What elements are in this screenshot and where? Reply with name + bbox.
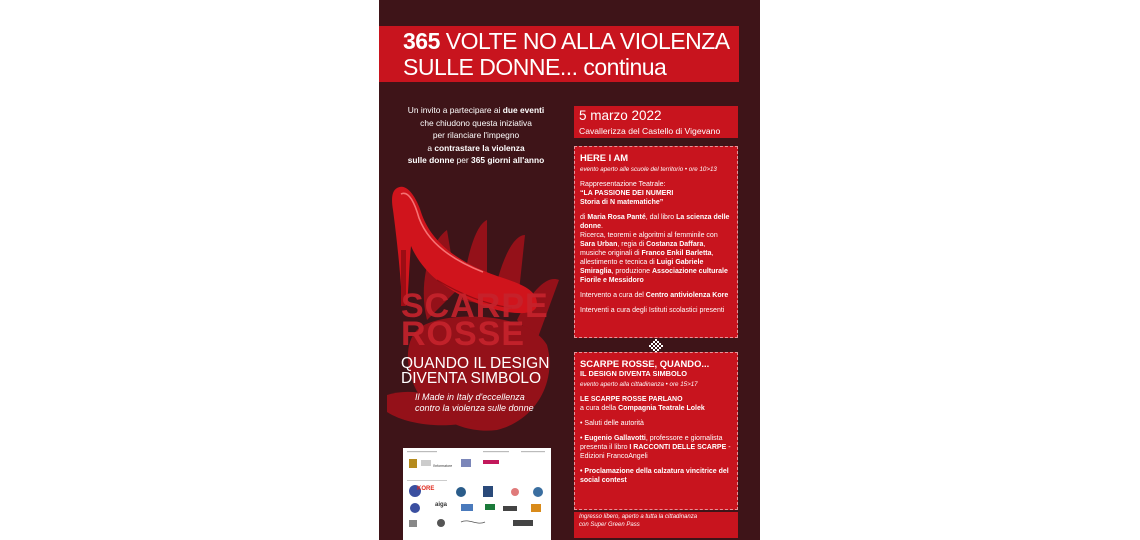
event-date-box: [574, 106, 738, 138]
event1-title: HERE I AM: [580, 152, 629, 163]
event2-title: SCARPE ROSSE, QUANDO...: [580, 358, 710, 369]
sponsor-logos-panel: l'informatore KORE aiga: [403, 448, 551, 540]
event-venue: Cavallerizza del Castello di Vigevano: [579, 126, 721, 136]
event-date: 5 marzo 2022: [579, 108, 662, 123]
checkered-diamond-icon: [649, 339, 663, 353]
title-banner: [379, 26, 739, 82]
banner-line-2: SULLE DONNE... continua: [403, 54, 667, 80]
entry-note: Ingresso libero, aperto a tutta la cittadinanza con Super Green Pass: [574, 512, 738, 538]
made-in-italy-tagline: Il Made in Italy d'eccellenza contro la violenza sulle donne: [415, 392, 534, 413]
event-here-i-am: HERE I AM evento aperto alle scuole del territorio • ore 10>13 Rappresentazione Teatrale: “LA PASSIONE DEI NUMERI Storia di N matematiche” di Maria Rosa Panté, dal libro La scienza delle donne. Ricerca, teoremi e algoritmi al femminile con Sara Urban, regia di Costanza Daffara, musiche originali di Franco Enkil Barletta, allestimento e tecnica di Luigi Gabriele Smiraglia, produzione Associazione culturale Fiorile e Messidoro Intervento a cura del Centro antiviolenza Kore Interventi a cura degli Istituti scolastici presenti: [574, 146, 738, 338]
event-poster: [379, 0, 760, 540]
scarpe-rosse-title: SCARPE ROSSE: [401, 287, 549, 353]
event-scarpe-rosse: SCARPE ROSSE, QUANDO... IL DESIGN DIVENTA SIMBOLO evento aperto alla cittadinanza • ore 15>17 LE SCARPE ROSSE PARLANO a cura della Compagnia Teatrale Lolek • Saluti delle autorità • Eugenio Gallavotti, professore e giornalista presenta il libro I RACCONTI DELLE SCARPE - Edizioni FrancoAngeli • Proclamazione della calzatura vincitrice del social contest: [574, 352, 738, 510]
invite-text: Un invito a partecipare ai due eventi che chiudono questa iniziativa per rilanciare l'impegno a contrastare la violenza sulle donne per 365 giorni all'anno: [407, 105, 545, 165]
sponsor-logos-icon: [403, 448, 551, 540]
design-symbol-title: QUANDO IL DESIGN DIVENTA SIMBOLO: [401, 355, 550, 387]
banner-line-1: 365 VOLTE NO ALLA VIOLENZA: [403, 28, 730, 54]
event1-subtitle: evento aperto alle scuole del territorio • ore 10>13: [580, 166, 717, 173]
event2-subtitle: evento aperto alla cittadinanza • ore 15>17: [580, 381, 698, 388]
